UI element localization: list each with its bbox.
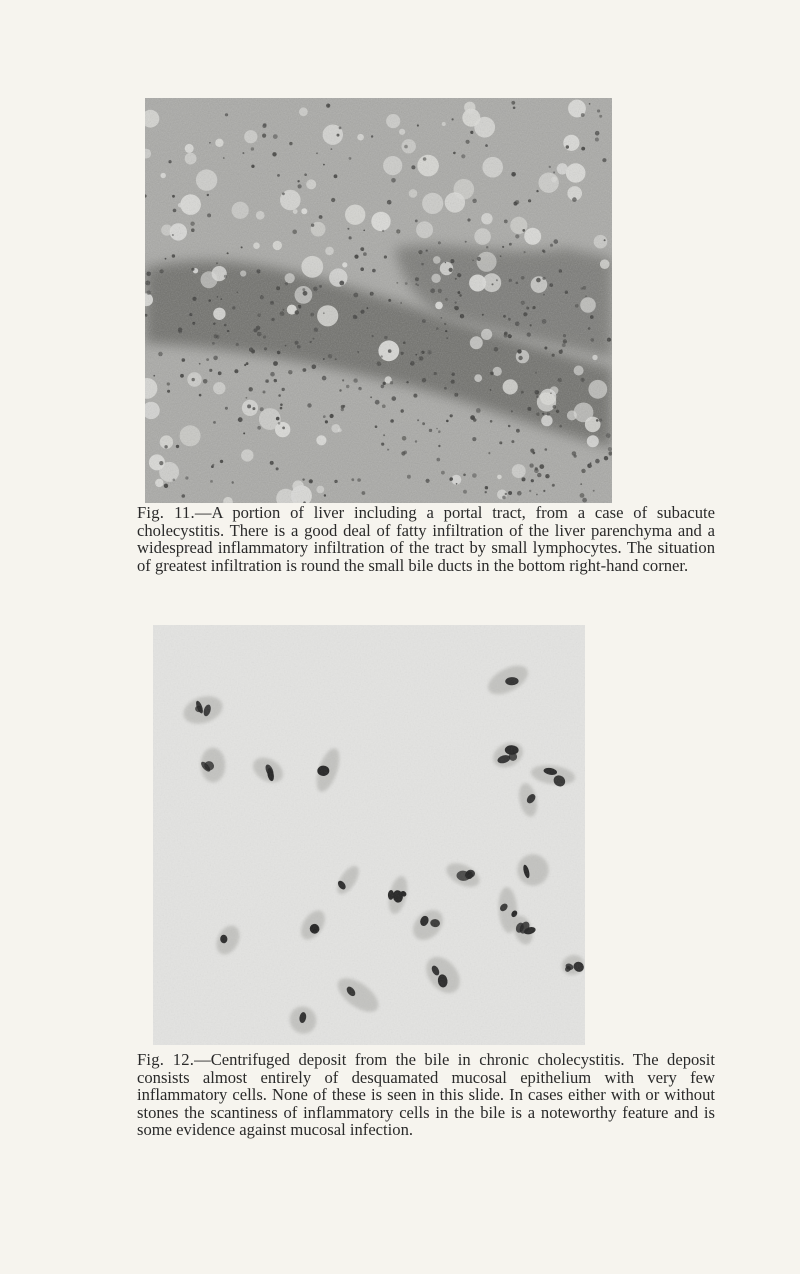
figure-11-label: Fig. 11. xyxy=(137,503,195,522)
figure-12-caption xyxy=(137,1051,715,1139)
figure-12-caption-text: —Centrifuged deposit from the bile in chronic cholecystitis. The deposit consists almost entirely of desquamated mucosal epithelium with very few inflammatory cells. None of these is seen in this slide. In cases either with or without stones the scantiness of inflammatory cells in the bile is a noteworthy feature and is some evidence against mucosal infection. xyxy=(137,1050,715,1140)
figure-11-caption xyxy=(137,504,715,574)
figure-11-caption-text: —A portion of liver including a portal tract, from a case of subacute cholecystitis. There is a good deal of fatty infiltration of the liver parenchyma and a widespread inflammatory infiltration of the tract by small lymphocytes. The situation of greatest infiltration is round the small bile ducts in the bottom right-hand corner. xyxy=(137,503,715,575)
bile-deposit-image xyxy=(153,625,585,1045)
liver-section-image xyxy=(145,98,612,503)
figure-12-label: Fig. 12. xyxy=(137,1050,195,1069)
figure-12-micrograph xyxy=(153,625,585,1045)
figure-11-micrograph xyxy=(145,98,612,503)
